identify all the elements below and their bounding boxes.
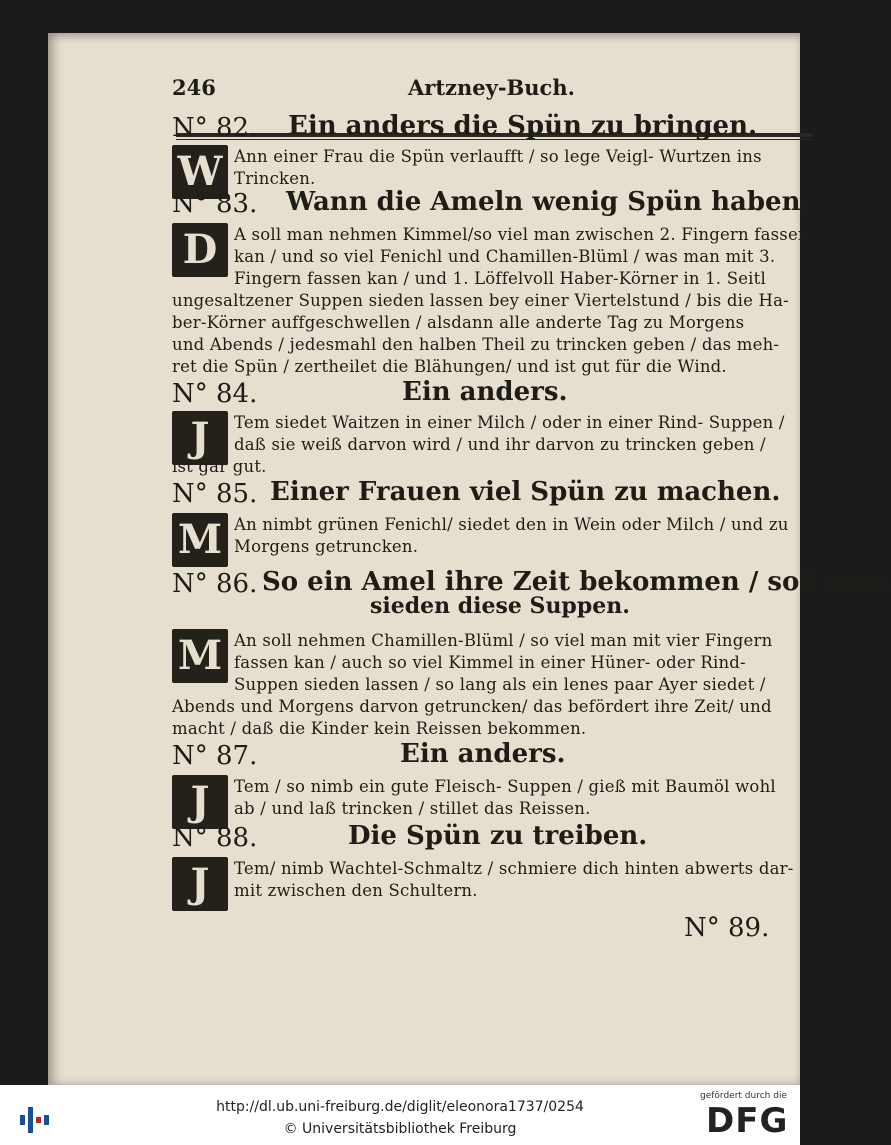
section-number: N° 85.	[172, 479, 258, 509]
text-line: An nimbt grünen Fenichl/ siedet den in Wein oder Milch / und zu	[234, 515, 789, 534]
text-line: ist gar gut.	[172, 457, 267, 476]
text-line: Tem siedet Waitzen in einer Milch / oder in einer Rind- Suppen /	[234, 413, 785, 432]
permalink-url[interactable]: http://dl.ub.uni-freiburg.de/diglit/eleonora1737/0254	[216, 1099, 584, 1115]
text-line: kan / und so viel Fenichl und Chamillen-Blüml / was man mit 3.	[234, 247, 776, 266]
drop-cap: J	[172, 411, 228, 465]
text-line: An soll nehmen Chamillen-Blüml / so viel man mit vier Fingern	[234, 631, 773, 650]
drop-cap: J	[172, 857, 228, 911]
text-line: Morgens getruncken.	[234, 537, 419, 556]
drop-cap: W	[172, 145, 228, 199]
catchword: N° 89.	[684, 913, 770, 943]
text-line: und Abends / jedesmahl den halben Theil zu trincken geben / das meh-	[172, 335, 780, 354]
book-page	[48, 33, 891, 1085]
text-line: ber-Körner auffgeschwellen / alsdann alle anderte Tag zu Morgens	[172, 313, 745, 332]
copyright-notice: © Universitätsbibliothek Freiburg	[283, 1121, 517, 1137]
section-number: N° 86.	[172, 569, 258, 599]
section-number: N° 88.	[172, 823, 258, 853]
section-number: N° 87.	[172, 741, 258, 771]
section-heading: Ein anders die Spün zu bringen.	[288, 111, 758, 141]
section-number: N° 82.	[172, 113, 258, 143]
text-line: Tem / so nimb ein gute Fleisch- Suppen / gieß mit Baumöl wohl	[234, 777, 776, 796]
dfg-logo: DFG	[706, 1101, 789, 1141]
text-line: ungesaltzener Suppen sieden lassen bey einer Viertelstund / bis die Ha-	[172, 291, 789, 310]
section-number: N° 83.	[172, 189, 258, 219]
section-heading: Ein anders.	[402, 377, 568, 407]
section-number: N° 84.	[172, 379, 258, 409]
text-line: ab / und laß trincken / stillet das Reissen.	[234, 799, 591, 818]
text-line: fassen kan / auch so viel Kimmel in einer Hüner- oder Rind-	[234, 653, 746, 672]
viewer-footer	[0, 1085, 800, 1145]
drop-cap: M	[172, 629, 228, 683]
text-line: A soll man nehmen Kimmel/so viel man zwischen 2. Fingern fassen	[234, 225, 809, 244]
text-line: Abends und Morgens darvon getruncken/ das befördert ihre Zeit/ und	[172, 697, 772, 716]
section-heading: Ein anders.	[400, 739, 566, 769]
section-heading: Einer Frauen viel Spün zu machen.	[270, 477, 781, 507]
drop-cap: M	[172, 513, 228, 567]
text-line: Ann einer Frau die Spün verlaufft / so lege Veigl- Wurtzen ins	[234, 147, 762, 166]
text-line: mit zwischen den Schultern.	[234, 881, 478, 900]
text-line: Trincken.	[234, 169, 316, 188]
text-line: Suppen sieden lassen / so lang als ein lenes paar Ayer siedet /	[234, 675, 766, 694]
dfg-caption: gefördert durch die	[700, 1091, 787, 1101]
running-title: Artzney-Buch.	[408, 75, 575, 100]
section-heading-continued: sieden diese Suppen.	[370, 593, 630, 619]
section-heading: Die Spün zu treiben.	[348, 821, 648, 851]
drop-cap: J	[172, 775, 228, 829]
drop-cap: D	[172, 223, 228, 277]
text-line: macht / daß die Kinder kein Reissen bekommen.	[172, 719, 587, 738]
text-line: Tem/ nimb Wachtel-Schmaltz / schmiere dich hinten abwerts dar-	[234, 859, 794, 878]
text-line: ret die Spün / zertheilet die Blähungen/ und ist gut für die Wind.	[172, 357, 727, 376]
page-number: 246	[172, 75, 216, 100]
section-heading: Wann die Ameln wenig Spün haben.	[286, 187, 810, 217]
text-line: daß sie weiß darvon wird / und ihr darvon zu trincken geben /	[234, 435, 766, 454]
section-heading: So ein Amel ihre Zeit bekommen / soll man	[262, 567, 891, 597]
university-library-logo-icon	[18, 1097, 52, 1135]
text-line: Fingern fassen kan / und 1. Löffelvoll Haber-Körner in 1. Seitl	[234, 269, 766, 288]
